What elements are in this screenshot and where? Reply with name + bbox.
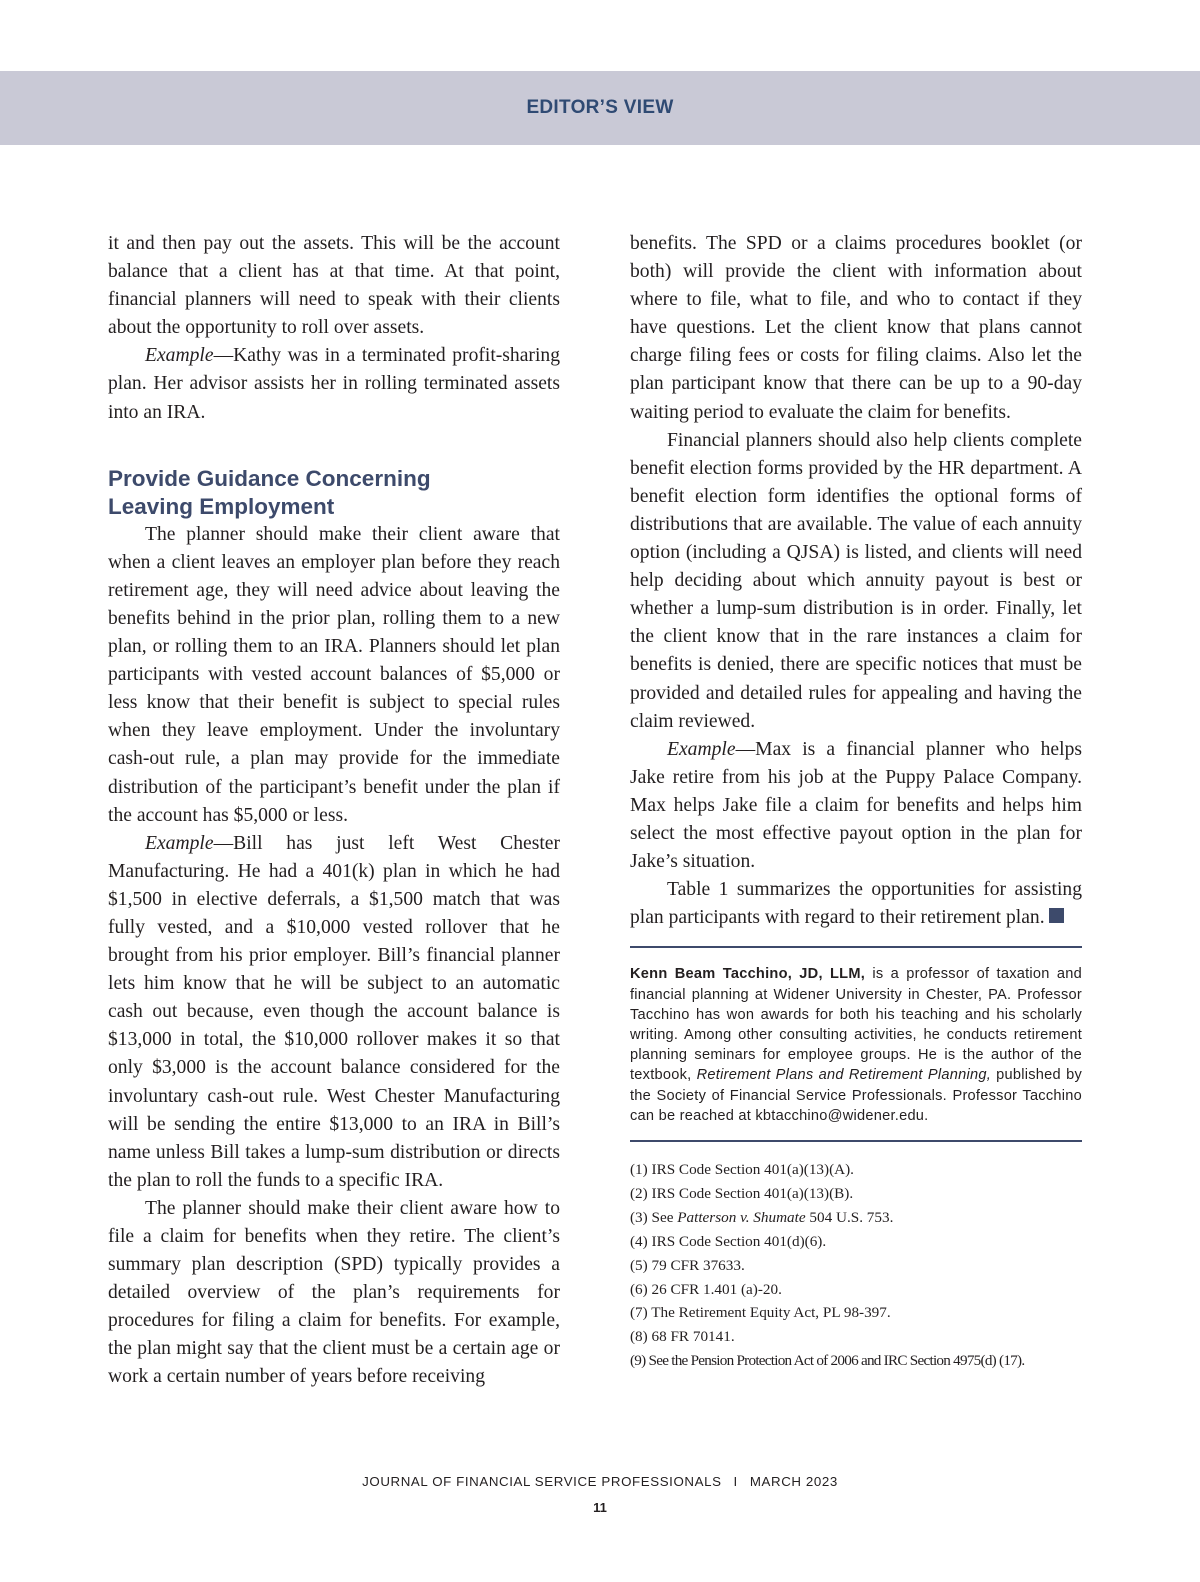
example-paragraph — [108, 830, 560, 1195]
paragraph — [630, 876, 1082, 932]
endnote-suffix: 504 U.S. 753. — [805, 1208, 894, 1226]
divider — [630, 1140, 1082, 1142]
example-text: —Kathy was in a terminated profit-sharing plan. Her advisor assists her in rolling terminated assets into an IRA. — [108, 345, 560, 423]
endnotes-list — [630, 1158, 1082, 1373]
footer-separator: I — [733, 1474, 738, 1489]
endnote: (8) 68 FR 70141. — [630, 1328, 735, 1346]
author-bio — [630, 964, 1082, 1126]
page-footer — [0, 1474, 1200, 1489]
endnote: (7) The Retirement Equity Act, PL 98-397. — [630, 1304, 891, 1322]
page-number: 11 — [593, 1500, 607, 1515]
paragraph: it and then pay out the assets. This will be the account balance that a client has at that time. At that point, financial planners will need to speak with their clients about the opportunity to roll over assets. — [108, 233, 560, 339]
right-column — [630, 230, 1082, 1373]
example-text: —Max is a financial planner who helps Jake retire from his job at the Puppy Palace Company. Max helps Jake file a claim for benefits and helps him select the most effective payout option in the plan for Jake’s situation. — [630, 738, 1082, 873]
endnote: (5) 79 CFR 37633. — [630, 1256, 745, 1274]
paragraph: Financial planners should also help clients complete benefit election forms provided by the HR department. A benefit election form identifies the optional forms of distributions that are available. The value of each annuity option (including a QJSA) is listed, and clients will need help deciding about which annuity payout is best or whether a lump-sum distribution is in order. Finally, let the client know that in the rare instances a claim for benefits is denied, there are specific notices that must be provided and detailed rules for appealing and having the claim reviewed. — [630, 429, 1082, 732]
example-label: Example — [145, 832, 214, 854]
author-name: Kenn Beam Tacchino, JD, LLM, — [630, 966, 866, 983]
endnote — [630, 1206, 1082, 1230]
divider — [630, 946, 1082, 948]
heading-line-1: Provide Guidance Concerning — [108, 465, 431, 491]
paragraph: benefits. The SPD or a claims procedures booklet (or both) will provide the client with information about where to file, what to file, and who to contact if they have questions. Let the client know that plans cannot charge filing fees or costs for filing claims. Also let the plan participant know that there can be up to a 90-day waiting period to evaluate the claim for benefits. — [630, 233, 1082, 423]
author-bio-text: published by the Society of Financial Service Professionals. Professor Tacchino can be reached at kbtacchino@widener.edu. — [630, 1067, 1082, 1124]
endnote-prefix: (3) See — [630, 1208, 678, 1226]
paragraph: The planner should make their client aware that when a client leaves an employer plan before they reach retirement age, they will need advice about leaving the benefits behind in the prior plan, rolling them to a new plan, or rolling them to an IRA. Planners should let plan participants with vested account balances of $5,000 or less know that their benefit is subject to special rules when they leave employment. Under the involuntary cash-out rule, a plan may provide for the immediate distribution of the participant’s benefit under the plan if the account has $5,000 or less. — [108, 523, 560, 826]
heading-line-2: Leaving Employment — [108, 493, 335, 519]
section-banner — [0, 71, 1200, 145]
endnote: (9) See the Pension Protection Act of 2006 and IRC Section 4975(d) (17). — [630, 1352, 1025, 1370]
case-name: Patterson v. Shumate — [677, 1208, 806, 1226]
example-label: Example — [667, 738, 736, 760]
end-of-article-square-icon — [1049, 908, 1064, 923]
example-paragraph — [630, 736, 1082, 876]
endnote: (2) IRS Code Section 401(a)(13)(B). — [630, 1184, 854, 1202]
endnote: (1) IRS Code Section 401(a)(13)(A). — [630, 1160, 854, 1178]
example-text: —Bill has just left West Chester Manufacturing. He had a 401(k) plan in which he had $1,500 in elective deferrals, a $1,500 match that was fully vested, and a $10,000 vested rollover that he brought from his prior employer. Bill’s financial planner lets him know that he will be subject to an automatic cash out because, even though the account balance is $13,000 in total, the $10,000 rollover makes it so that only $3,000 is the account balance considered for the involuntary cash-out rule. West Chester Manufacturing will be sending the entire $13,000 to an IRA in Bill’s name unless Bill takes a lump-sum distribution or directs the plan to roll the funds to a specific IRA. — [108, 832, 560, 1191]
endnote: (4) IRS Code Section 401(d)(6). — [630, 1232, 827, 1250]
left-column — [108, 230, 560, 1392]
endnote: (6) 26 CFR 1.401 (a)-20. — [630, 1280, 782, 1298]
journal-name: JOURNAL OF FINANCIAL SERVICE PROFESSIONALS — [362, 1474, 722, 1489]
example-paragraph — [108, 342, 560, 426]
author-bio-text: is a professor of taxation and financial planning at Widener University in Chester, PA. Professor Tacchino has won awards for both his teaching and his scholarly writing. Among other consulting activities, he conducts retirement planning seminars for employee groups. He is the author of the textbook, — [630, 966, 1083, 1084]
closing-text: Table 1 summarizes the opportunities for assisting plan participants with regard to their retirement plan. — [630, 879, 1082, 929]
section-heading — [108, 465, 560, 521]
section-title: EDITOR’S VIEW — [526, 97, 674, 118]
issue-date: MARCH 2023 — [749, 1474, 838, 1489]
paragraph: The planner should make their client aware how to file a claim for benefits when they retire. The client’s summary plan description (SPD) typically provides a detailed overview of the plan’s requirements for procedures for filing a claim for benefits. For example, the plan might say that the client must be a certain age or work a certain number of years before receiving — [108, 1197, 560, 1388]
book-title: Retirement Plans and Retirement Planning, — [696, 1067, 992, 1084]
example-label: Example — [145, 345, 214, 367]
